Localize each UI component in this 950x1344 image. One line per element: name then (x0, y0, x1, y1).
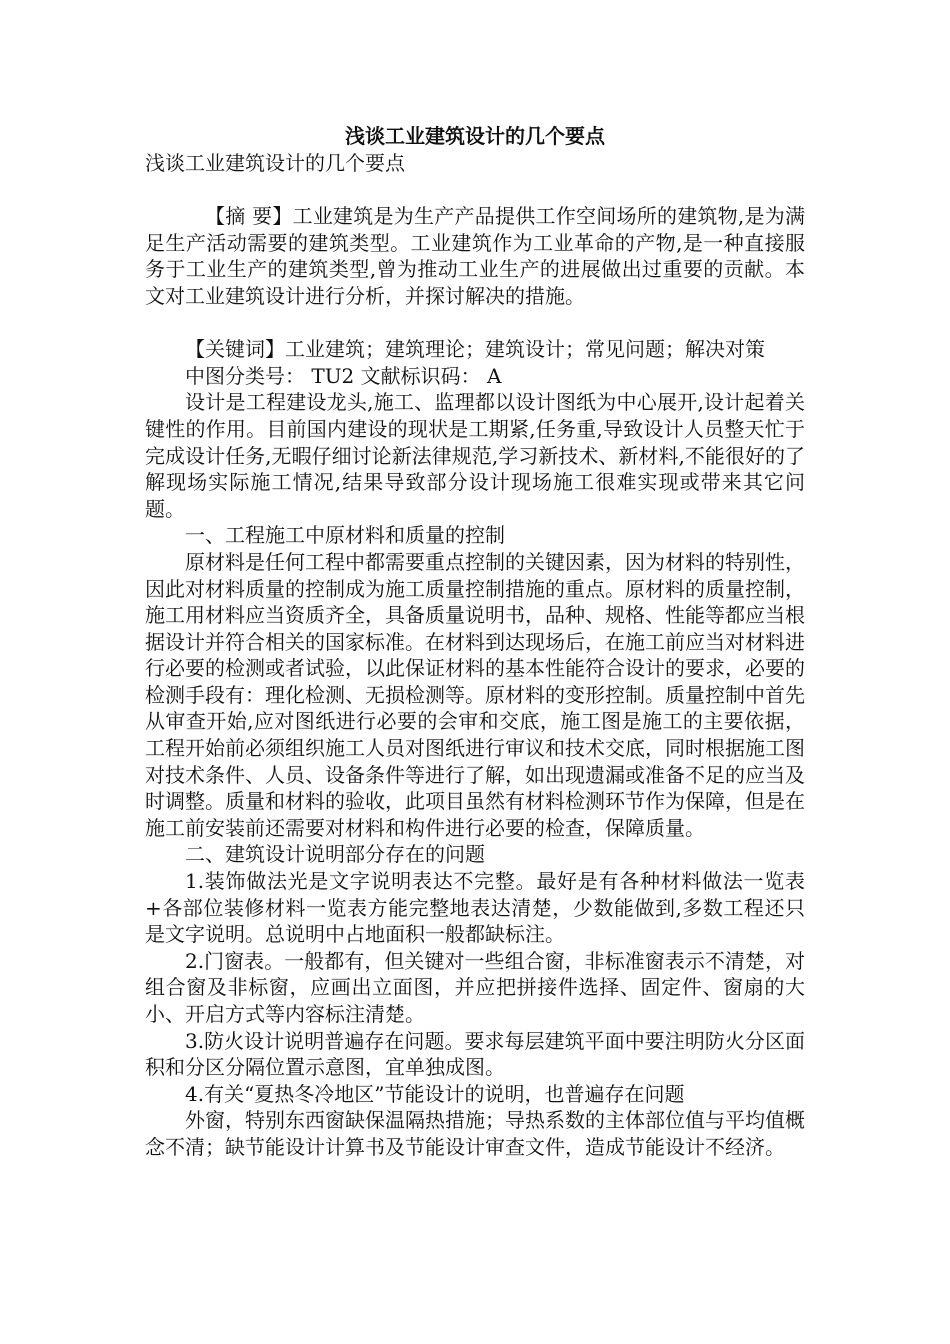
classification-line: 中图分类号： TU2 文献标识码： A (185, 363, 502, 388)
spacer (145, 177, 805, 204)
list-item-1: 1.装饰做法光是文字说明表达不完整。最好是有各种材料做法一览表+各部位装修材料一览表方能完整地表达清楚，少数能做到,多数工程还只是文字说明。总说明中占地面积一般都缺标注。 (145, 869, 805, 947)
list-item-4-detail: 外窗，特别东西窗缺保温隔热措施；导热系数的主体部位值与平均值概念不清；缺节能设计计算书及节能设计审查文件，造成节能设计不经济。 (145, 1108, 805, 1159)
list-item-3: 3.防火设计说明普遍存在问题。要求每层建筑平面中要注明防火分区面积和分区分隔位置示意图，宜单独成图。 (145, 1028, 805, 1080)
keywords-paragraph: 【关键词】工业建筑；建筑理论；建筑设计；常见问题；解决对策 (185, 337, 765, 362)
intro-paragraph: 设计是工程建设龙头,施工、监理都以设计图纸为中心展开,设计起着关键性的作用。目前国内建设的现状是工期紧,任务重,导致设计人员整天忙于完成设计任务,无暇仔细讨论新法律规范,学习新技术、新材料,不能很好的了解现场实际施工情况,结果导致部分设计现场施工很难实现或带来其它问题。 (145, 390, 805, 521)
document-page (145, 122, 805, 1161)
document-title: 浅谈工业建筑设计的几个要点 (345, 124, 605, 148)
list-item-2: 2.门窗表。一般都有，但关键对一些组合窗，非标准窗表示不清楚，对组合窗及非标窗，应画出立面图，并应把拼接件选择、固定件、窗扇的大小、开启方式等内容标注清楚。 (145, 948, 805, 1026)
section-2-heading: 二、建筑设计说明部分存在的问题 (185, 842, 485, 867)
document-subtitle: 浅谈工业建筑设计的几个要点 (145, 151, 405, 175)
list-item-4: 4.有关“夏热冬冷地区”节能设计的说明，也普遍存在问题 (185, 1081, 685, 1106)
section-1-body: 原材料是任何工程中都需要重点控制的关键因素，因为材料的特别性，因此对材料质量的控制成为施工质量控制措施的重点。原材料的质量控制，施工用材料应当资质齐全，具备质量说明书，品种、规格、性能等都应当根据设计并符合相关的国家标准。在材料到达现场后，在施工前应当对材料进行必要的检测或者试验，以此保证材料的基本性能符合设计的要求，必要的检测手段有：理化检测、无损检测等。原材料的变形控制。质量控制中首先从审查开始,应对图纸进行必要的会审和交底，施工图是施工的主要依据，工程开始前必须组织施工人员对图纸进行审议和技术交底，同时根据施工图对技术条件、人员、设备条件等进行了解，如出现遗漏或准备不足的应当及时调整。质量和材料的验收，此项目虽然有材料检测环节作为保障，但是在施工前安装前还需要对材料和构件进行必要的检查，保障质量。 (145, 549, 805, 840)
section-1-heading: 一、工程施工中原材料和质量的控制 (185, 523, 505, 548)
abstract-paragraph: 【摘 要】工业建筑是为生产产品提供工作空间场所的建筑物,是为满足生产活动需要的建筑类型。工业建筑作为工业革命的产物,是一种直接服务于工业生产的建筑类型,曾为推动工业生产的进展做出过重要的贡献。本文对工业建筑设计进行分析，并探讨解决的措施。 (145, 204, 805, 308)
spacer (145, 310, 805, 337)
